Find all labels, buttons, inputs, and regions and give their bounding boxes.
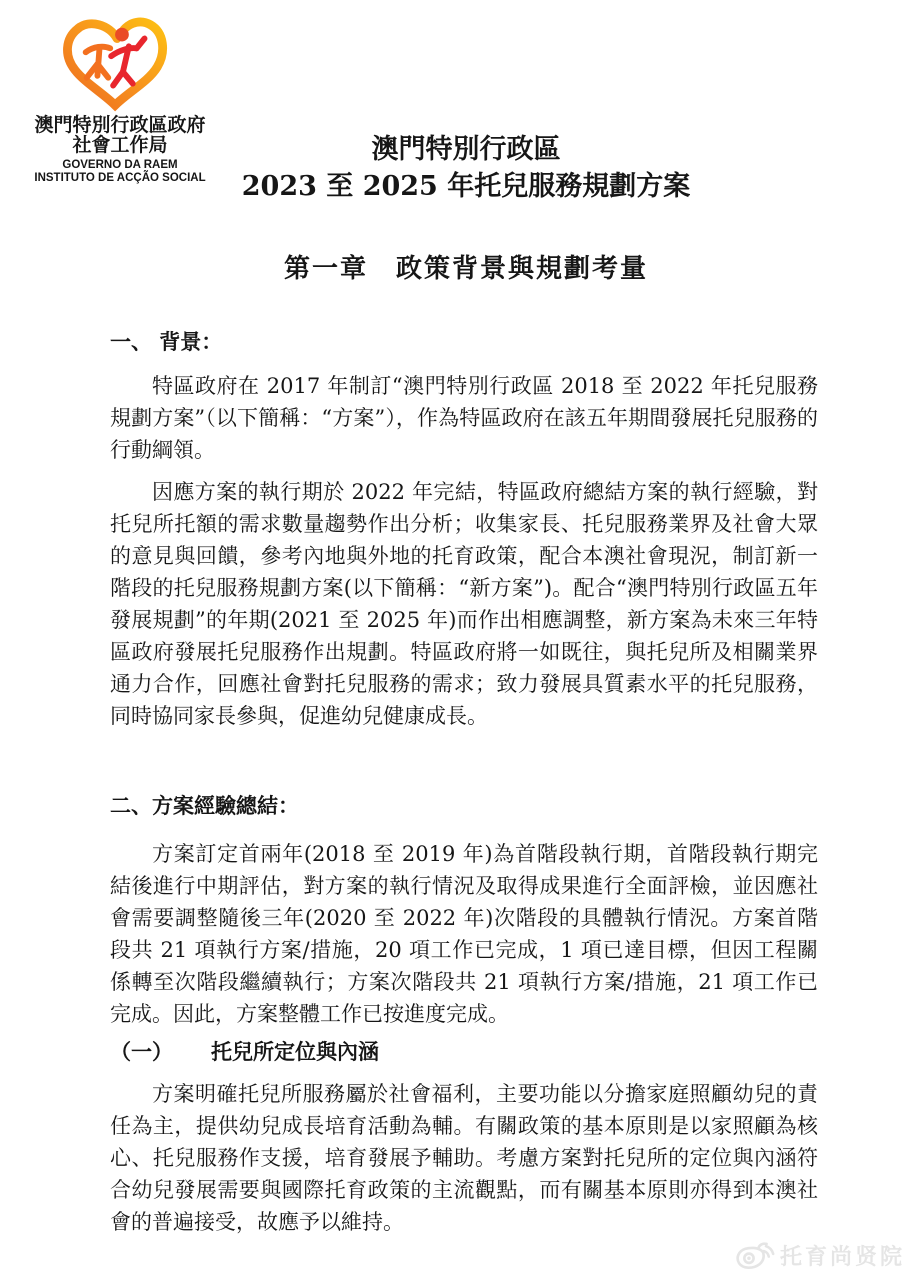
- agency-name-pt-line2: INSTITUTO DE ACÇÃO SOCIAL: [34, 171, 206, 184]
- section-1-paragraph-1: 特區政府在 2017 年制訂“澳門特別行政區 2018 至 2022 年托兒服務規劃方案”（以下簡稱：“方案”），作為特區政府在該五年期間發展托兒服務的行動綱領。: [110, 374, 818, 462]
- agency-name-pt-line1: GOVERNO DA RAEM: [62, 159, 178, 171]
- subsection-1-paragraph-1: 方案明確托兒所服務屬於社會福利，主要功能以分擔家庭照顧幼兒的責任為主，提供幼兒成長培育活動為輔。有關政策的基本原則是以家照顧為核心、托兒服務作支援，培育發展予輔助。考慮方案對托兒所的定位與內涵符合幼兒發展需要與國際托育政策的主流觀點，而有關基本原則亦得到本澳社會的普遍接受，故應予以維持。: [110, 1082, 818, 1234]
- section-2-heading: 二、方案經驗總結：: [110, 793, 299, 818]
- agency-name-zh-line1: 澳門特別行政區政府: [34, 115, 206, 136]
- document-body: [110, 326, 818, 1238]
- section-1-heading: 一、 背景：: [110, 329, 223, 354]
- document-title-line2: 2023 至 2025 年托兒服務規劃方案: [241, 171, 691, 202]
- subsection-1-number: （一）: [110, 1039, 173, 1064]
- watermark: [735, 1239, 905, 1272]
- document-title-line1: 澳門特別行政區: [371, 134, 561, 165]
- section-2-paragraph-1: 方案訂定首兩年(2018 至 2019 年)為首階段執行期，首階段執行期完結後進行中期評估，對方案的執行情況及取得成果進行全面評檢，並因應社會需要調整隨後三年(2020 至 2022 年)次階段的具體執行情況。方案首階段共 21 項執行方案/措施，20 項工作已完成，1 項已達目標，但因工程關係轉至次階段繼續執行；方案次階段共 21 項執行方案/措施，21 項工作已完成。因此，方案整體工作已按進度完成。: [110, 842, 818, 1026]
- section-1-paragraph-2: 因應方案的執行期於 2022 年完結，特區政府總結方案的執行經驗，對托兒所托額的需求數量趨勢作出分析；收集家長、托兒服務業界及社會大眾的意見與回饋，參考內地與外地的托育政策，配合本澳社會現況，制訂新一階段的托兒服務規劃方案(以下簡稱：“新方案”)。配合“澳門特別行政區五年發展規劃”的年期(2021 至 2025 年)而作出相應調整，新方案為未來三年特區政府發展托兒服務作出規劃。特區政府將一如既往，與托兒所及相關業界通力合作，回應社會對托兒服務的需求；致力發展具質素水平的托兒服務，同時協同家長參與，促進幼兒健康成長。: [110, 480, 818, 728]
- subsection-1-title: 托兒所定位與內涵: [211, 1039, 379, 1064]
- subsection-1-heading: [110, 1036, 818, 1068]
- watermark-text: 托育尚贤院: [779, 1244, 905, 1269]
- chapter-heading: 第一章 政策背景與規劃考量: [283, 254, 648, 284]
- weibo-icon: [735, 1239, 775, 1272]
- agency-name-zh-line2: 社會工作局: [72, 135, 168, 156]
- ias-heart-logo-icon: [56, 13, 184, 115]
- title-block: [110, 131, 822, 285]
